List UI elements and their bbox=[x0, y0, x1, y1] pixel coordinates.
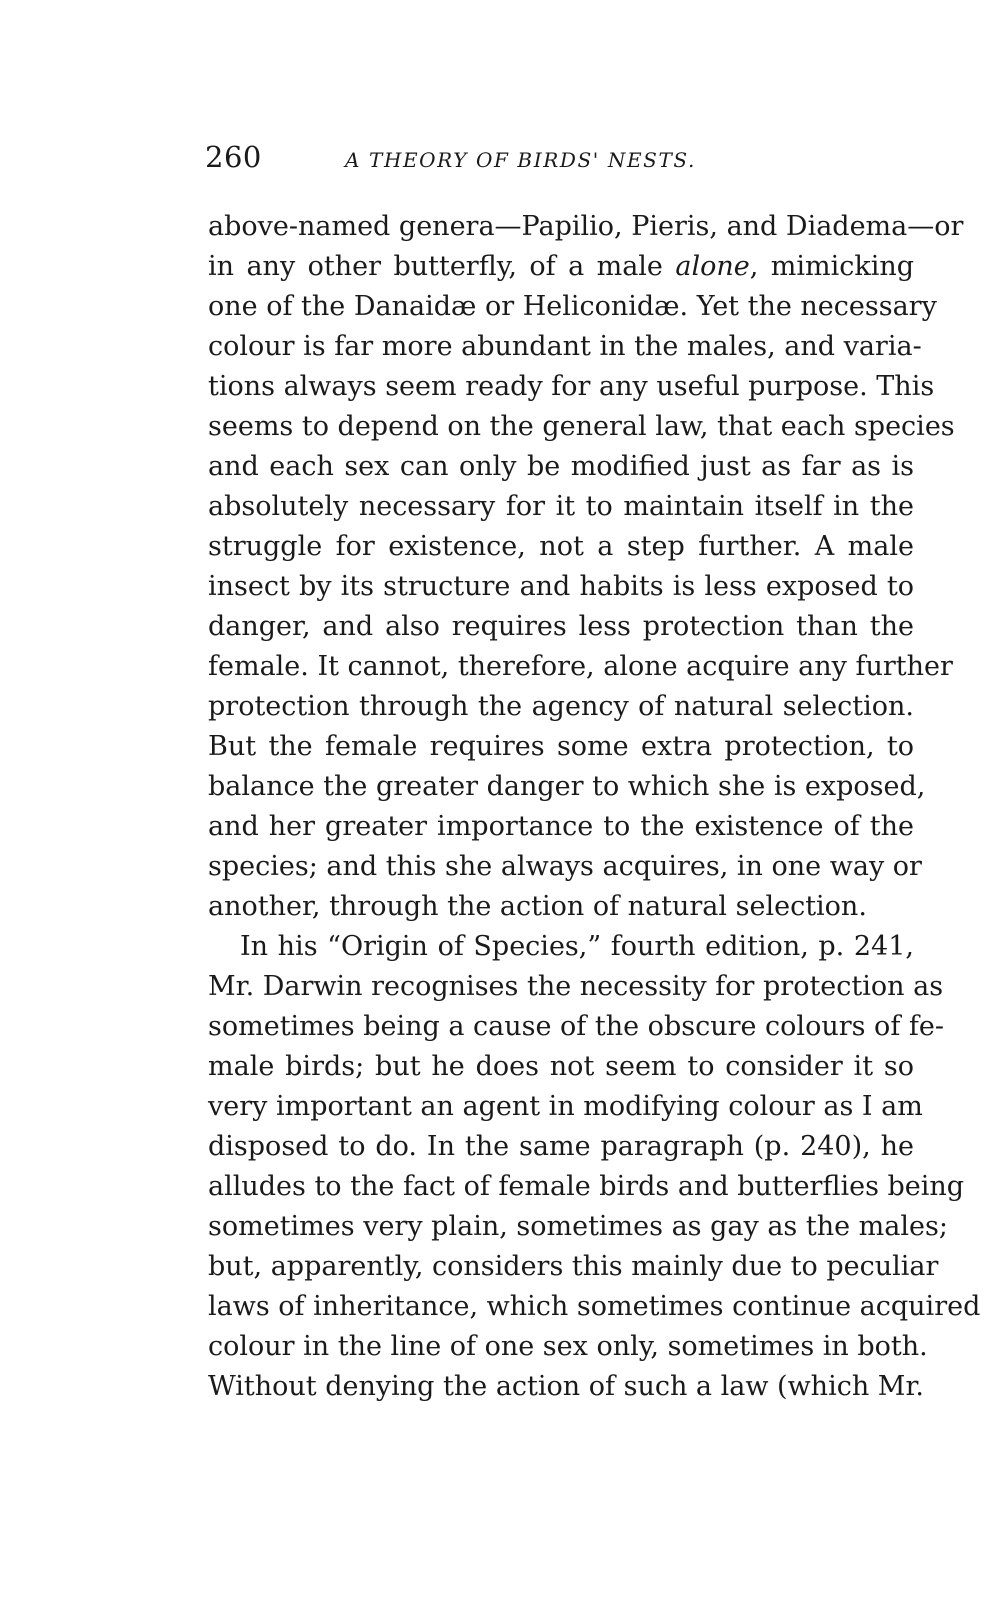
text-line: Without denying the action of such a law (which Mr. bbox=[208, 1371, 924, 1402]
text-line: balance the greater danger to which she is exposed, bbox=[208, 771, 926, 802]
paragraph-2 bbox=[208, 927, 981, 1407]
italic-word: alone bbox=[675, 251, 750, 282]
text-line: colour in the line of one sex only, sometimes in both. bbox=[208, 1331, 928, 1362]
text-line-end: , mimicking bbox=[749, 251, 914, 282]
text-line-start: in any other butterfly, of a male bbox=[208, 251, 676, 282]
text-line: disposed to do. In the same paragraph (p. 240), he bbox=[208, 1131, 914, 1162]
text-line: struggle for existence, not a step further. A male bbox=[208, 531, 914, 562]
text-line: sometimes being a cause of the obscure colours of fe- bbox=[208, 1011, 944, 1042]
text-line: male birds; but he does not seem to consider it so bbox=[208, 1051, 914, 1082]
page-header bbox=[205, 140, 915, 180]
text-line: absolutely necessary for it to maintain itself in the bbox=[208, 491, 914, 522]
text-line: female. It cannot, therefore, alone acquire any further bbox=[208, 651, 953, 682]
text-line: colour is far more abundant in the males, and varia- bbox=[208, 331, 922, 362]
text-line: But the female requires some extra protection, to bbox=[208, 731, 914, 762]
text-line: above-named genera—Papilio, Pieris, and Diadema—or bbox=[208, 211, 964, 242]
text-line: but, apparently, considers this mainly due to peculiar bbox=[208, 1251, 939, 1282]
text-line: tions always seem ready for any useful purpose. This bbox=[208, 371, 935, 402]
text-line: very important an agent in modifying colour as I am bbox=[208, 1091, 923, 1122]
text-line: insect by its structure and habits is less exposed to bbox=[208, 571, 914, 602]
text-line: another, through the action of natural selection. bbox=[208, 891, 867, 922]
text-line: danger, and also requires less protection than the bbox=[208, 611, 914, 642]
text-line: one of the Danaidæ or Heliconidæ. Yet the necessary bbox=[208, 291, 937, 322]
body-text bbox=[208, 207, 981, 1407]
page-number: 260 bbox=[205, 140, 262, 174]
paragraph-1 bbox=[208, 207, 964, 927]
running-head: A THEORY OF BIRDS' NESTS. bbox=[345, 148, 696, 172]
text-line: and each sex can only be modified just as far as is bbox=[208, 451, 914, 482]
text-line: In his “Origin of Species,” fourth edition, p. 241, bbox=[240, 931, 914, 962]
text-line: species; and this she always acquires, in one way or bbox=[208, 851, 922, 882]
text-line: laws of inheritance, which sometimes continue acquired bbox=[208, 1291, 981, 1322]
text-line bbox=[208, 247, 914, 287]
text-line: alludes to the fact of female birds and butterflies being bbox=[208, 1171, 965, 1202]
text-line: seems to depend on the general law, that each species bbox=[208, 411, 955, 442]
text-line: protection through the agency of natural selection. bbox=[208, 691, 914, 722]
text-line: Mr. Darwin recognises the necessity for protection as bbox=[208, 971, 944, 1002]
text-line: sometimes very plain, sometimes as gay as the males; bbox=[208, 1211, 948, 1242]
text-line: and her greater importance to the existence of the bbox=[208, 811, 914, 842]
